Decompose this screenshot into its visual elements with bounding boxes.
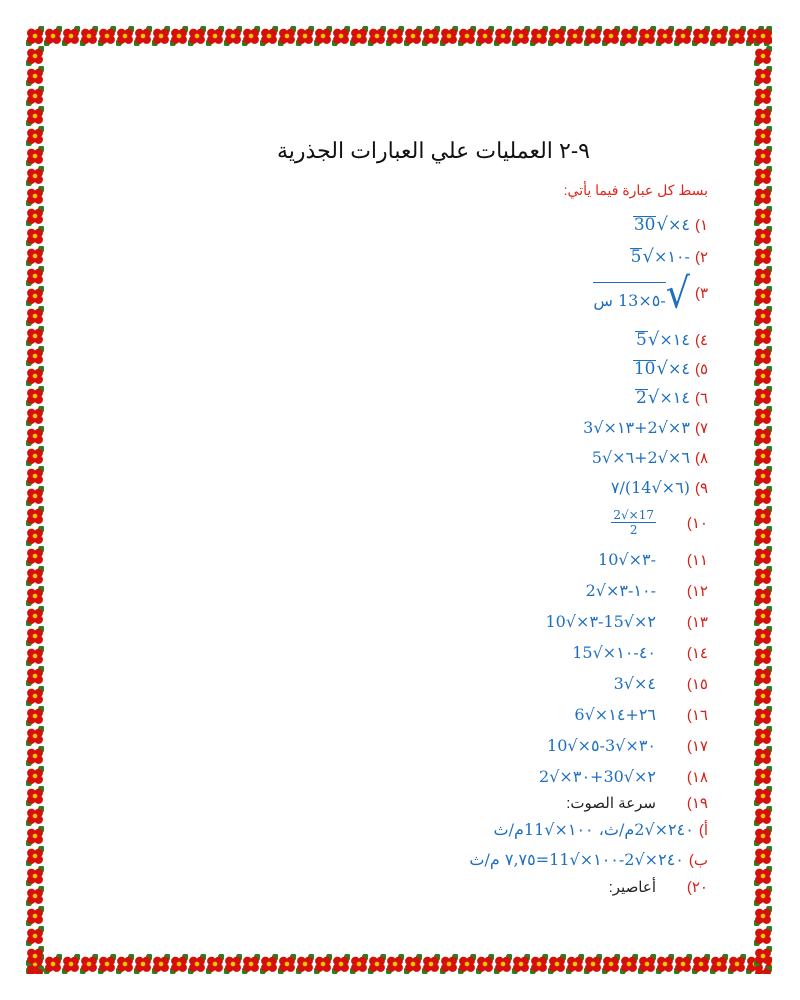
exercise-number: ٢) <box>694 248 708 266</box>
instruction-text: بسط كل عبارة فيما يأتي: <box>563 182 708 198</box>
exercise-6 <box>635 388 708 408</box>
exercise-15 <box>614 674 708 693</box>
exercise-20 <box>609 878 708 896</box>
exercise-19b <box>469 850 708 869</box>
exercise-19a <box>494 820 708 839</box>
exercise-number: ١١) <box>686 551 708 569</box>
expr-coefficient: ١٤× <box>659 330 690 349</box>
exercise-3 <box>593 268 708 318</box>
exercise-number: ٩) <box>694 479 708 497</box>
border-top <box>26 26 772 46</box>
radical: √ 5 <box>630 246 654 267</box>
exercise-14 <box>572 643 708 662</box>
exercise-number: ١٣) <box>686 613 708 631</box>
exercise-19 <box>566 794 708 812</box>
radicand: 10 <box>633 359 656 379</box>
exercise-number: ٤) <box>694 331 708 349</box>
exercise-expression: ٤٠-١٠×√15 <box>572 643 656 662</box>
exercise-expression <box>593 268 690 318</box>
exercise-expression: ٦×√2+٦×√5 <box>591 448 690 467</box>
exercise-16 <box>574 705 708 724</box>
exercise-text: أعاصير: <box>608 879 656 896</box>
expr-coefficient: ٤× <box>667 359 690 378</box>
fraction-numerator: 17×√2 <box>613 508 654 522</box>
exercise-expression: ٢×√15-٣×√10 <box>545 612 656 631</box>
exercise-number: ٨) <box>694 449 708 467</box>
radicand: 2 <box>636 388 647 408</box>
radical: √ 2 <box>636 387 660 408</box>
exercise-number: ٥) <box>694 360 708 378</box>
exercise-4 <box>635 330 708 350</box>
exercise-7 <box>583 418 708 437</box>
exercise-expression: ٤×√3 <box>613 674 656 693</box>
exercise-number: ١٤) <box>686 644 708 662</box>
radical: √ -٥×13 س <box>593 268 690 318</box>
expr-coefficient: -١٠× <box>653 247 690 266</box>
exercise-9 <box>611 478 708 497</box>
border-left <box>26 26 44 974</box>
expr-coefficient: -٥×13 <box>617 291 666 311</box>
exercise-expression <box>630 247 690 267</box>
exercise-expression <box>633 359 690 379</box>
exercise-12 <box>586 581 708 600</box>
exercise-number: ١٩) <box>686 795 708 812</box>
exercise-number: ٣) <box>694 285 708 303</box>
radicand: 5 <box>636 330 647 350</box>
exercise-number: أ) <box>698 821 708 839</box>
exercise-expression: ٢٤٠×√2-١٠٠×√11=٧,٧٥ م/ث <box>469 850 684 869</box>
exercise-18 <box>539 767 708 786</box>
exercise-number: ٦) <box>694 389 708 407</box>
radicand <box>593 282 665 310</box>
expr-coefficient: ٤× <box>667 215 690 234</box>
radical: √ 10 <box>633 358 668 379</box>
fraction <box>611 508 656 537</box>
exercise-expression: -١٠-٣×√2 <box>585 581 656 600</box>
exercise-number: ب) <box>688 851 708 869</box>
exercise-number: ١٢) <box>686 582 708 600</box>
exercise-5 <box>633 359 708 379</box>
exercise-expression: ٣×√2+١٣×√3 <box>583 418 690 437</box>
exercise-number: ٧) <box>694 419 708 437</box>
exercise-11 <box>598 550 708 569</box>
exercise-8 <box>592 448 708 467</box>
exercise-expression <box>633 215 690 235</box>
exercise-expression: (٦×√14)/٧ <box>610 478 690 497</box>
exercise-expression: ٢×√30+٣٠×√2 <box>539 767 656 786</box>
exercise-13 <box>545 612 708 631</box>
exercise-expression: ٢٤٠×√2م/ث، ١٠٠×√11م/ث <box>493 820 694 839</box>
exercise-1 <box>633 215 708 235</box>
exercise-text: سرعة الصوت: <box>566 795 656 812</box>
exercise-number: ١٦) <box>686 706 708 724</box>
exercise-expression: -٣×√10 <box>598 550 656 569</box>
page-title: ٩-٢ العمليات علي العبارات الجذرية <box>277 138 590 163</box>
exercise-number: ٢٠) <box>686 879 708 896</box>
radical: √ 30 <box>633 214 668 235</box>
fraction-denominator: 2 <box>629 523 638 537</box>
border-bottom <box>26 954 772 974</box>
exercise-17 <box>547 736 708 755</box>
exercise-expression <box>635 330 690 350</box>
radical: √ 5 <box>636 329 660 350</box>
exercise-expression <box>635 388 690 408</box>
expr-coefficient: ١٤× <box>659 388 690 407</box>
exercise-2 <box>630 247 708 267</box>
exercise-expression: ٣٠×√3-٥×√10 <box>547 736 656 755</box>
exercise-10 <box>611 508 708 537</box>
exercise-expression: ٢٦+١٤×√6 <box>574 705 656 724</box>
radicand: 30 <box>633 215 656 235</box>
radicand-variable: س <box>593 291 613 311</box>
exercise-number: ١) <box>694 216 708 234</box>
border-right <box>754 26 772 974</box>
exercise-number: ١٥) <box>686 675 708 693</box>
exercise-number: ١٨) <box>686 768 708 786</box>
exercise-number: ١٠) <box>686 514 708 532</box>
exercise-number: ١٧) <box>686 737 708 755</box>
radicand: 5 <box>630 247 642 267</box>
